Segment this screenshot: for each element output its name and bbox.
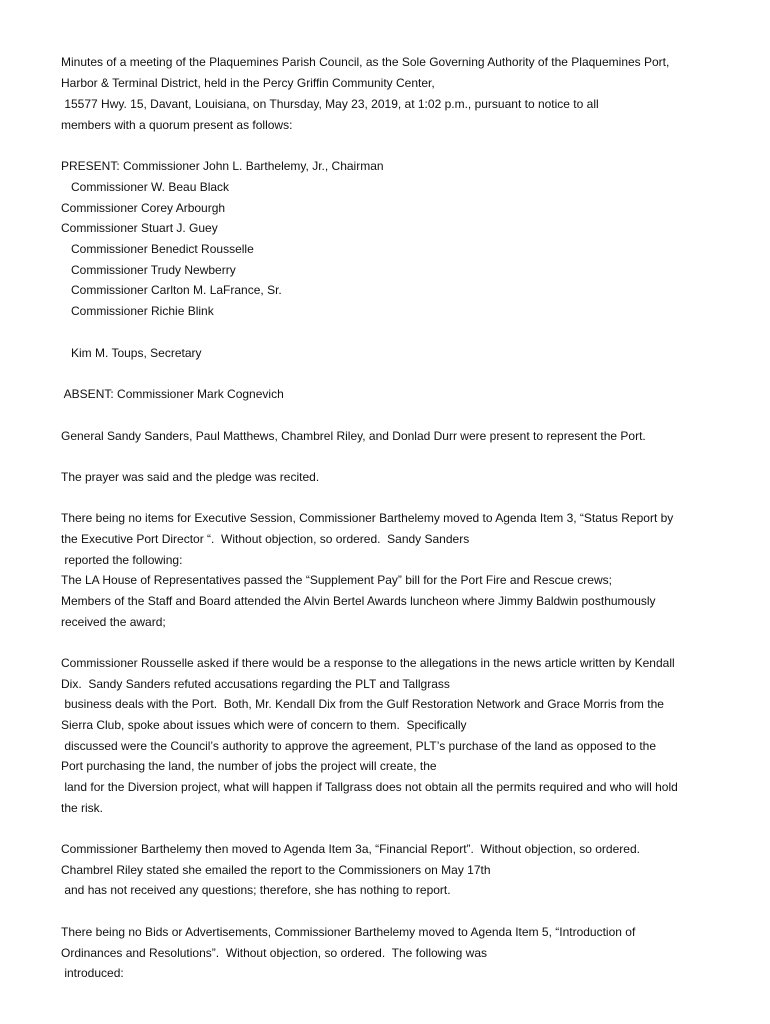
status-report-item-2-cont: received the award;	[61, 615, 166, 629]
minutes-intro-line-3: 15577 Hwy. 15, Davant, Louisiana, on Thursday, May 23, 2019, at 1:02 p.m., pursuant to notice to all	[61, 97, 599, 111]
rousselle-paragraph-line-3: business deals with the Port. Both, Mr. Kendall Dix from the Gulf Restoration Network and Grace Morris from the	[61, 697, 664, 711]
ordinances-line-1: There being no Bids or Advertisements, Commissioner Barthelemy moved to Agenda Item 5, “Introduction of	[61, 925, 636, 939]
status-report-item-2: Members of the Staff and Board attended the Alvin Bertel Awards luncheon where Jimmy Baldwin posthumously	[61, 594, 656, 608]
present-member: Commissioner Benedict Rousselle	[61, 242, 254, 256]
financial-report-line-3: and has not received any questions; therefore, she has nothing to report.	[61, 883, 451, 897]
present-member: Commissioner Corey Arbourgh	[61, 201, 226, 215]
present-member: Commissioner Carlton M. LaFrance, Sr.	[61, 283, 282, 297]
status-report-line-2: the Executive Port Director “. Without objection, so ordered. Sandy Sanders	[61, 532, 470, 546]
prayer-pledge-line: The prayer was said and the pledge was recited.	[61, 470, 320, 484]
rousselle-paragraph-line-8: the risk.	[61, 801, 104, 815]
rousselle-paragraph-line-2: Dix. Sandy Sanders refuted accusations regarding the PLT and Tallgrass	[61, 677, 450, 691]
financial-report-line-1: Commissioner Barthelemy then moved to Agenda Item 3a, “Financial Report”. Without objection, so ordered.	[61, 842, 640, 856]
minutes-intro-line-2: Harbor & Terminal District, held in the Percy Griffin Community Center,	[61, 76, 435, 90]
port-representatives-line: General Sandy Sanders, Paul Matthews, Chambrel Riley, and Donlad Durr were present to represent the Port.	[61, 429, 646, 443]
ordinances-line-2: Ordinances and Resolutions”. Without objection, so ordered. The following was	[61, 946, 488, 960]
status-report-line-1: There being no items for Executive Session, Commissioner Barthelemy moved to Agenda Item 3, “Status Report by	[61, 511, 674, 525]
rousselle-paragraph-line-7: land for the Diversion project, what will happen if Tallgrass does not obtain all the permits required and who will hold	[61, 780, 678, 794]
rousselle-paragraph-line-5: discussed were the Council’s authority to approve the agreement, PLT’s purchase of the land as opposed to the	[61, 739, 657, 753]
present-chairman: PRESENT: Commissioner John L. Barthelemy, Jr., Chairman	[61, 159, 384, 173]
rousselle-paragraph-line-4: Sierra Club, spoke about issues which were of concern to them. Specifically	[61, 718, 467, 732]
ordinances-line-3: introduced:	[61, 966, 124, 980]
rousselle-paragraph-line-6: Port purchasing the land, the number of jobs the project will create, the	[61, 759, 437, 773]
present-member: Commissioner Richie Blink	[61, 304, 214, 318]
financial-report-line-2: Chambrel Riley stated she emailed the report to the Commissioners on May 17th	[61, 863, 491, 877]
status-report-line-3: reported the following:	[61, 553, 183, 567]
rousselle-paragraph-line-1: Commissioner Rousselle asked if there would be a response to the allegations in the news article written by Kendall	[61, 656, 675, 670]
minutes-intro-line-4: members with a quorum present as follows:	[61, 118, 293, 132]
present-member: Commissioner W. Beau Black	[61, 180, 230, 194]
secretary-line: Kim M. Toups, Secretary	[61, 346, 202, 360]
minutes-intro-line-1: Minutes of a meeting of the Plaquemines Parish Council, as the Sole Governing Authority of the Plaquemines Port,	[61, 55, 670, 69]
present-member: Commissioner Stuart J. Guey	[61, 221, 218, 235]
status-report-item-1: The LA House of Representatives passed the “Supplement Pay” bill for the Port Fire and Rescue crews;	[61, 573, 612, 587]
present-member: Commissioner Trudy Newberry	[61, 263, 236, 277]
absent-line: ABSENT: Commissioner Mark Cognevich	[61, 387, 284, 401]
